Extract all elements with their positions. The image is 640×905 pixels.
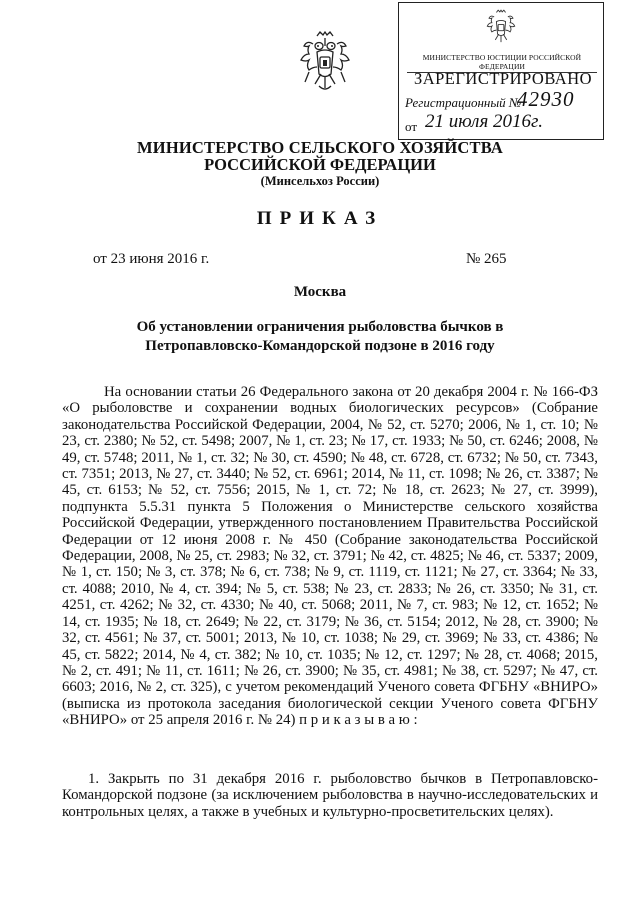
ministry-name-line2: РОССИЙСКОЙ ФЕДЕРАЦИИ <box>204 155 436 174</box>
stamp-status: ЗАРЕГИСТРИРОВАНО <box>413 69 593 88</box>
ministry-abbreviation: (Минсельхоз России) <box>260 174 380 188</box>
registration-stamp <box>398 2 604 140</box>
stamp-regnum-value: 42930 <box>517 87 575 111</box>
ministry-name-line1: МИНИСТЕРСТВО СЕЛЬСКОГО ХОЗЯЙСТВА <box>137 138 503 157</box>
stamp-ministry-name: МИНИСТЕРСТВО ЮСТИЦИИ РОССИЙСКОЙ ФЕДЕРАЦИИ <box>407 53 597 73</box>
document-title: ПРИКАЗ <box>256 208 384 229</box>
order-number: № 265 <box>466 251 507 267</box>
preamble-paragraph: На основании статьи 26 Федерального закона от 20 декабря 2004 г. № 166-ФЗ «О рыболовстве и сохранении водных биологических ресурсов» (Собрание законодательства Российской Федерации, 2004, № 52, ст. 5270; 2006, № 1, ст. 10; № 23, ст. 2380; № 52, ст. 5498; 2007, № 1, ст. 23; № 17, ст. 1933; № 50, ст. 6246; 2008, № 49, ст. 5748; 2011, № 1, ст. 32; № 30, ст. 4590; № 48, ст. 6728, ст. 6732; № 50, ст. 7343, ст. 7351; 2013, № 27, ст. 3440; № 52, ст. 6961; 2014, № 11, ст. 1098; № 26, ст. 3387; № 45, ст. 6153; № 52, ст. 7556; 2015, № 1, ст. 72; № 18, ст. 2623; № 27, ст. 3999), подпункта 5.5.31 пункта 5 Положения о Министерстве сельского хозяйства Российской Федерации, утвержденного постановлением Правительства Российской Федерации от 12 июня 2008 г. № 450 (Собрание законодательства Российской Федерации, 2008, № 25, ст. 2983; № 32, ст. 3791; № 42, ст. 4825; № 46, ст. 5337; 2009, № 1, ст. 150; № 3, ст. 378; № 6, ст. 738; № 9, ст. 1119, ст. 1121; № 27, ст. 3364; № 33, ст. 4088; 2010, № 4, ст. 394; № 5, ст. 538; № 23, ст. 2833; № 26, ст. 3350; № 31, ст. 4251, ст. 4262; № 32, ст. 4330; № 40, ст. 5068; 2011, № 7, ст. 983; № 12, ст. 1652; № 14, ст. 1935; № 18, ст. 2649; № 22, ст. 3179; № 36, ст. 5154; 2012, № 28, ст. 3900; № 32, ст. 4561; № 37, ст. 5001; 2013, № 10, ст. 1038; № 29, ст. 3969; № 33, ст. 4386; № 45, ст. 5822; 2014, № 4, ст. 382; № 10, ст. 1035; № 12, ст. 1297; № 28, ст. 4068; 2015, № 2, ст. 491; № 11, ст. 1611; № 26, ст. 3900; № 35, ст. 4981; № 38, ст. 5297; № 47, ст. 6603; 2016, № 2, ст. 325), с учетом рекомендаций Ученого совета ФГБНУ «ВНИРО» (выписка из протокола заседания биологической секции Ученого совета ФГБНУ «ВНИРО» от 25 апреля 2016 г. № 24) п р и к а з ы в а ю : <box>62 384 598 729</box>
clause-1-paragraph: 1. Закрыть по 31 декабря 2016 г. рыболовство бычков в Петропавловско-Командорской подзоне (за исключением рыболовства в научно-исследовательских и контрольных целях, а также в учебных и культурно-просветительских целях). <box>62 771 598 820</box>
order-subject: Об установлении ограничения рыболовства бычков в Петропавловско-Командорской подзоне в 2016 году <box>136 319 504 354</box>
coat-of-arms-emblem <box>295 30 355 100</box>
stamp-regnum-label: Регистрационный № <box>405 95 522 110</box>
stamp-date-prefix: от <box>405 119 418 134</box>
stamp-coat-of-arms-emblem <box>483 9 519 49</box>
order-date: от 23 июня 2016 г. <box>93 251 210 267</box>
order-place: Москва <box>293 284 347 300</box>
stamp-date-value: 21 июля 2016г. <box>425 111 543 132</box>
